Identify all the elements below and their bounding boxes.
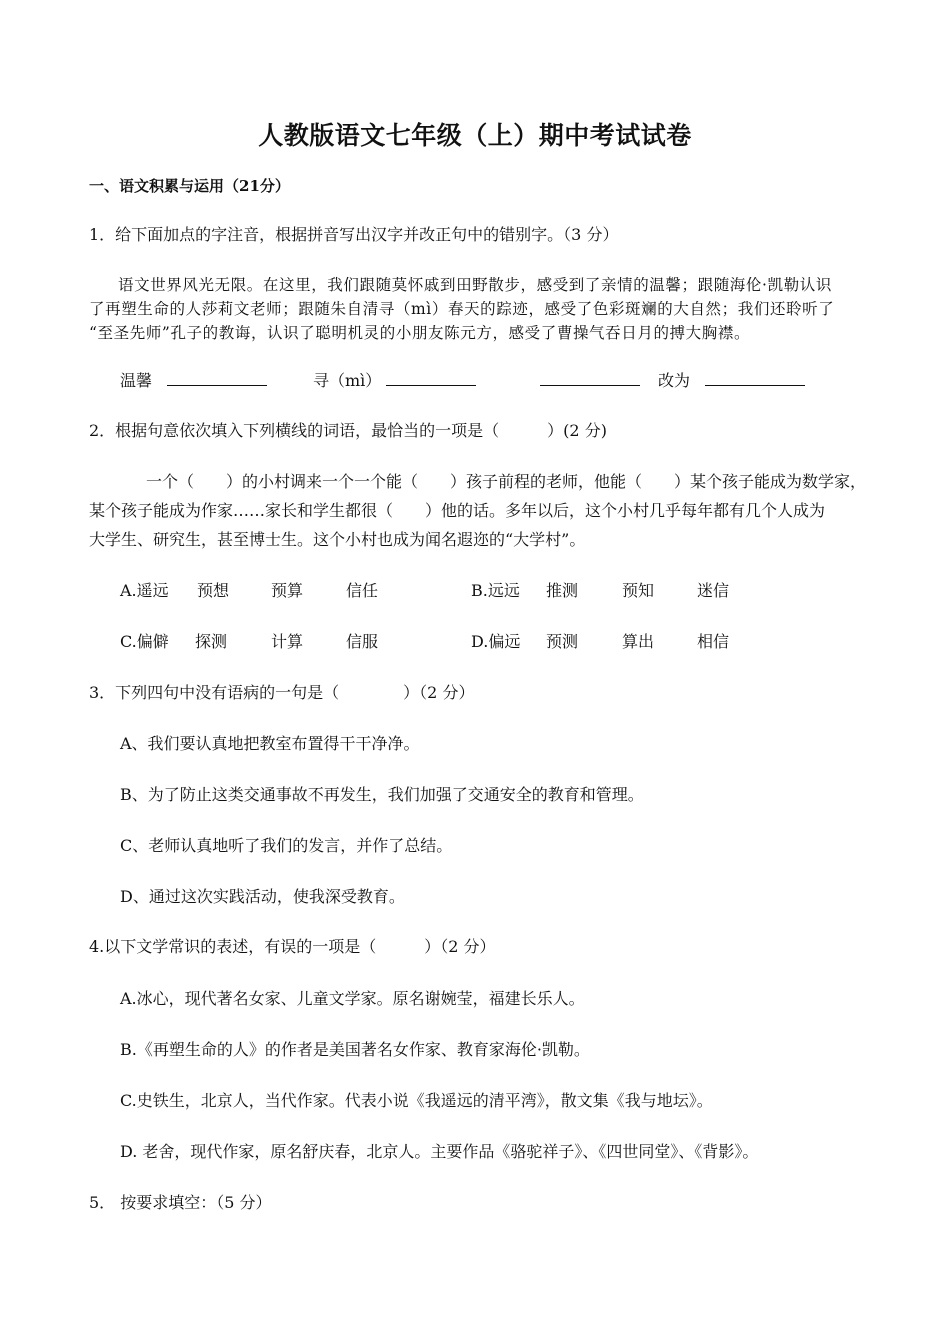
answer-blank[interactable] bbox=[540, 369, 640, 386]
q3-option: B、为了防止这类交通事故不再发生，我们加强了交通安全的教育和管理。 bbox=[120, 785, 644, 804]
q1-passage-line: “至圣先师”孔子的教诲，认识了聪明机灵的小朋友陈元方，感受了曹操气吞日月的搏大胸襟。 bbox=[89, 324, 751, 342]
q2-option-word: 预想 bbox=[197, 581, 230, 600]
q2-option-word: 推测 bbox=[546, 581, 579, 600]
fill-label: 改为 bbox=[658, 371, 691, 390]
q2-option-word: 信服 bbox=[346, 632, 379, 651]
q4-option: D. 老舍，现代作家，原名舒庆春，北京人。主要作品《骆驼祥子》、《四世同堂》、《背影》。 bbox=[120, 1142, 759, 1161]
q1-passage-line: 语文世界风光无限。在这里，我们跟随莫怀戚到田野散步，感受到了亲情的温馨；跟随海伦·凯勒认识 bbox=[118, 276, 832, 294]
q2-option-word: 探测 bbox=[195, 632, 228, 651]
q2-option-word: 算出 bbox=[622, 632, 655, 651]
q2-option-word: 预算 bbox=[271, 581, 304, 600]
fill-label: 寻（mì） bbox=[313, 371, 382, 390]
q2-option-word: 迷信 bbox=[697, 581, 730, 600]
answer-blank[interactable] bbox=[386, 369, 476, 386]
q1-answer-row bbox=[540, 369, 640, 391]
q1-stem: 1．给下面加点的字注音，根据拼音写出汉字并改正句中的错别字。（3 分） bbox=[89, 225, 619, 244]
q5-stem: 5． 按要求填空：（5 分） bbox=[89, 1193, 272, 1212]
page-title: 人教版语文七年级（上）期中考试试卷 bbox=[258, 121, 692, 150]
q2-option-label: B.远远 bbox=[471, 581, 520, 600]
q2-option-label: D.偏远 bbox=[471, 632, 521, 651]
q4-option: B.《再塑生命的人》的作者是美国著名女作家、教育家海伦·凯勒。 bbox=[120, 1040, 590, 1059]
q3-stem: 3．下列四句中没有语病的一句是（ ）（2 分） bbox=[89, 683, 475, 702]
q4-option: A.冰心，现代著名女家、儿童文学家。原名谢婉莹，福建长乐人。 bbox=[120, 989, 585, 1008]
q3-option: A、我们要认真地把教室布置得干干净净。 bbox=[120, 734, 420, 753]
q2-passage-line: 某个孩子能成为作家……家长和学生都很（ ）他的话。多年以后，这个小村几乎每年都有几个人成为 bbox=[89, 501, 826, 520]
section-heading: 一、语文积累与运用（21分） bbox=[89, 177, 290, 195]
q1-answer-row bbox=[120, 369, 267, 391]
q1-answer-row bbox=[313, 369, 476, 391]
q2-option-label: A.遥远 bbox=[120, 581, 169, 600]
q2-option-word: 相信 bbox=[697, 632, 730, 651]
q2-stem: 2．根据句意依次填入下列横线的词语，最恰当的一项是（ ）(2 分) bbox=[89, 421, 607, 440]
q2-option-word: 计算 bbox=[271, 632, 304, 651]
q2-option-word: 预知 bbox=[622, 581, 655, 600]
q4-option: C.史铁生，北京人，当代作家。代表小说《我遥远的清平湾》，散文集《我与地坛》。 bbox=[120, 1091, 713, 1110]
q3-option: D、通过这次实践活动，使我深受教育。 bbox=[120, 887, 405, 906]
q1-passage-line: 了再塑生命的人莎莉文老师；跟随朱自清寻（mì）春天的踪迹，感受了色彩斑斓的大自然；我们还聆听了 bbox=[89, 300, 835, 318]
q4-stem: 4.以下文学常识的表述，有误的一项是（ ）（2 分） bbox=[89, 937, 496, 956]
q1-answer-row bbox=[658, 369, 805, 391]
q2-passage-line: 大学生、研究生，甚至博士生。这个小村也成为闻名遐迩的“大学村”。 bbox=[89, 530, 586, 549]
q2-option-word: 信任 bbox=[346, 581, 379, 600]
q2-option-label: C.偏僻 bbox=[120, 632, 169, 651]
fill-label: 温馨 bbox=[120, 371, 153, 390]
answer-blank[interactable] bbox=[705, 369, 805, 386]
answer-blank[interactable] bbox=[167, 369, 267, 386]
q2-passage-line: 一个（ ）的小村调来一个一个能（ ）孩子前程的老师，他能（ ）某个孩子能成为数学家， bbox=[146, 472, 867, 491]
q3-option: C、老师认真地听了我们的发言，并作了总结。 bbox=[120, 836, 453, 855]
q2-option-word: 预测 bbox=[546, 632, 579, 651]
